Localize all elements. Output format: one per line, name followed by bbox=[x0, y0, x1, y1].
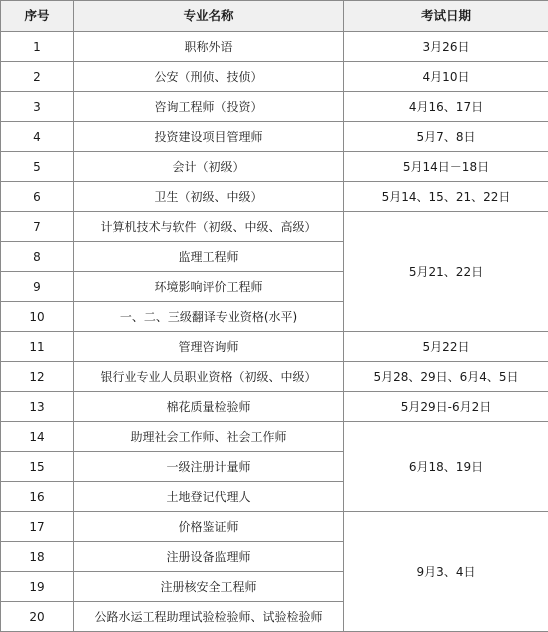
exam-date: 5月7、8日 bbox=[344, 122, 548, 152]
major-name: 监理工程师 bbox=[74, 242, 344, 272]
row-number: 1 bbox=[1, 32, 74, 62]
major-name: 投资建设项目管理师 bbox=[74, 122, 344, 152]
row-number: 14 bbox=[1, 422, 74, 452]
table-row bbox=[1, 212, 548, 242]
major-name: 卫生（初级、中级） bbox=[74, 182, 344, 212]
major-name: 银行业专业人员职业资格（初级、中级） bbox=[74, 362, 344, 392]
row-number: 18 bbox=[1, 542, 74, 572]
exam-date: 5月22日 bbox=[344, 332, 548, 362]
table-row bbox=[1, 62, 548, 92]
row-number: 5 bbox=[1, 152, 74, 182]
major-name: 管理咨询师 bbox=[74, 332, 344, 362]
table-row bbox=[1, 422, 548, 452]
row-number: 20 bbox=[1, 602, 74, 632]
table-row bbox=[1, 362, 548, 392]
row-number: 4 bbox=[1, 122, 74, 152]
major-name: 棉花质量检验师 bbox=[74, 392, 344, 422]
major-name: 注册核安全工程师 bbox=[74, 572, 344, 602]
table-row bbox=[1, 152, 548, 182]
exam-date: 3月26日 bbox=[344, 32, 548, 62]
row-number: 15 bbox=[1, 452, 74, 482]
major-name: 公安（刑侦、技侦） bbox=[74, 62, 344, 92]
row-number: 8 bbox=[1, 242, 74, 272]
major-name: 土地登记代理人 bbox=[74, 482, 344, 512]
major-name: 计算机技术与软件（初级、中级、高级） bbox=[74, 212, 344, 242]
header-number: 序号 bbox=[1, 1, 74, 32]
major-name: 一、二、三级翻译专业资格(水平) bbox=[74, 302, 344, 332]
major-name: 环境影响评价工程师 bbox=[74, 272, 344, 302]
exam-date: 6月18、19日 bbox=[344, 422, 548, 512]
table-row bbox=[1, 122, 548, 152]
table-row bbox=[1, 392, 548, 422]
row-number: 12 bbox=[1, 362, 74, 392]
row-number: 7 bbox=[1, 212, 74, 242]
row-number: 13 bbox=[1, 392, 74, 422]
row-number: 9 bbox=[1, 272, 74, 302]
major-name: 咨询工程师（投资） bbox=[74, 92, 344, 122]
row-number: 10 bbox=[1, 302, 74, 332]
exam-date: 9月3、4日 bbox=[344, 512, 548, 632]
table-row bbox=[1, 92, 548, 122]
major-name: 职称外语 bbox=[74, 32, 344, 62]
major-name: 价格鉴证师 bbox=[74, 512, 344, 542]
major-name: 助理社会工作师、社会工作师 bbox=[74, 422, 344, 452]
table-row bbox=[1, 332, 548, 362]
header-row bbox=[1, 1, 548, 32]
row-number: 16 bbox=[1, 482, 74, 512]
row-number: 3 bbox=[1, 92, 74, 122]
exam-date: 5月14、15、21、22日 bbox=[344, 182, 548, 212]
major-name: 一级注册计量师 bbox=[74, 452, 344, 482]
exam-date: 5月28、29日、6月4、5日 bbox=[344, 362, 548, 392]
header-exam-date: 考试日期 bbox=[344, 1, 548, 32]
header-major-name: 专业名称 bbox=[74, 1, 344, 32]
row-number: 19 bbox=[1, 572, 74, 602]
row-number: 17 bbox=[1, 512, 74, 542]
exam-date: 5月14日－18日 bbox=[344, 152, 548, 182]
table-row bbox=[1, 32, 548, 62]
table-row bbox=[1, 512, 548, 542]
major-name: 公路水运工程助理试验检验师、试验检验师 bbox=[74, 602, 344, 632]
major-name: 注册设备监理师 bbox=[74, 542, 344, 572]
row-number: 6 bbox=[1, 182, 74, 212]
exam-date: 5月29日-6月2日 bbox=[344, 392, 548, 422]
major-name: 会计（初级） bbox=[74, 152, 344, 182]
row-number: 11 bbox=[1, 332, 74, 362]
exam-date: 5月21、22日 bbox=[344, 212, 548, 332]
exam-date: 4月10日 bbox=[344, 62, 548, 92]
table-row bbox=[1, 182, 548, 212]
row-number: 2 bbox=[1, 62, 74, 92]
exam-date: 4月16、17日 bbox=[344, 92, 548, 122]
